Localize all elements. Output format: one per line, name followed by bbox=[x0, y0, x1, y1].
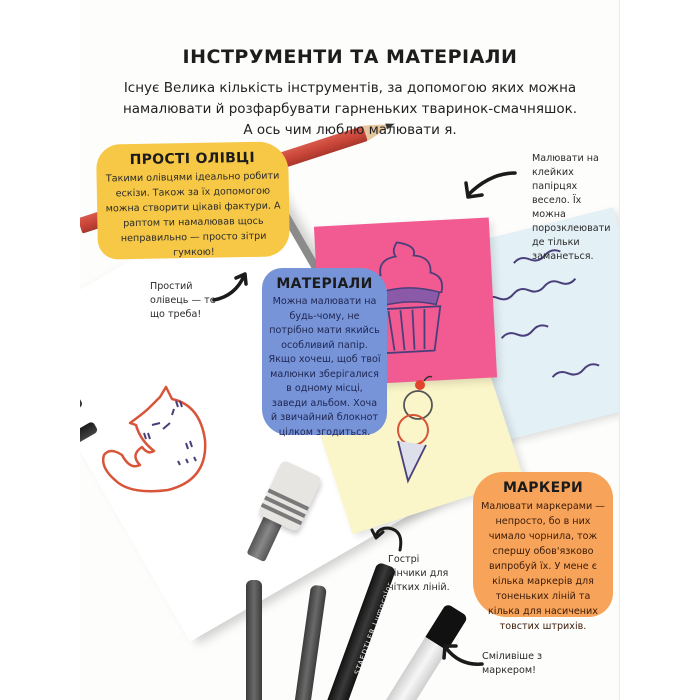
markers-title: МАРКЕРИ bbox=[502, 480, 584, 496]
book-page bbox=[80, 0, 620, 700]
intro-text: Існує Велика кількість інструментів, за допомогою яких можна намалювати й розфарбувати гарненьких тваринок-смачняшок. А ось чим люблю малювати я. bbox=[122, 80, 578, 138]
bolder-marker-caption: Сміливіше з маркером! bbox=[482, 651, 543, 676]
spiral-ring bbox=[80, 395, 84, 418]
staedtler-marker: STAEDTLER Lumocolor bbox=[320, 562, 397, 700]
sharp-tips-caption: Гострі кінчики для чітких ліній. bbox=[388, 554, 450, 593]
arrow-to-fineliners-icon bbox=[370, 522, 406, 552]
arrow-to-sharpie-icon bbox=[440, 640, 485, 670]
pencils-text: Такими олівцями ідеально робити ескізи. Також за їх допомогою можна створити цікаві фактури. А раптом ти намалював щось неправильно — просто зітри гумкою! bbox=[105, 170, 281, 259]
markers-text: Малювати маркерами — непросто, бо в них чимало чорнила, тож спершу обов'язково випробуй їх. У мене є кілька маркерів для тоненьких ліній та кілька для насичених товстих штрихів. bbox=[481, 501, 605, 632]
pencils-title: ПРОСТІ ОЛІВЦІ bbox=[129, 149, 256, 169]
fineliner-pen bbox=[293, 585, 327, 700]
materials-title: МАТЕРІАЛИ bbox=[276, 276, 373, 292]
simple-pencil-caption: Простий олівець — те що треба! bbox=[150, 281, 216, 320]
ice-cream-doodle bbox=[380, 375, 450, 485]
materials-text: Можна малювати на будь-чому, не потрібно мати якийсь особливий папір. Якщо хочеш, щоб твої малюнки зберігалися в одному місці, заведи альбом. Хоча й звичайний блокнот цілком згодиться. bbox=[268, 296, 381, 438]
markers-info-bubble bbox=[473, 472, 613, 632]
pencils-info-bubble bbox=[96, 141, 290, 259]
arrow-to-sticky-notes-icon bbox=[460, 165, 520, 205]
materials-info-bubble bbox=[262, 268, 387, 438]
fineliner-pen bbox=[246, 580, 262, 700]
spiral-ring bbox=[80, 421, 99, 444]
page-title: ІНСТРУМЕНТИ ТА МАТЕРІАЛИ bbox=[182, 46, 518, 68]
sticky-notes-caption: Малювати на клейких папірцях весело. Їх можна порозклеювати де тільки заманеться. bbox=[532, 153, 611, 262]
cat-drawing bbox=[100, 385, 230, 505]
arrow-to-pencil-icon bbox=[210, 270, 250, 305]
